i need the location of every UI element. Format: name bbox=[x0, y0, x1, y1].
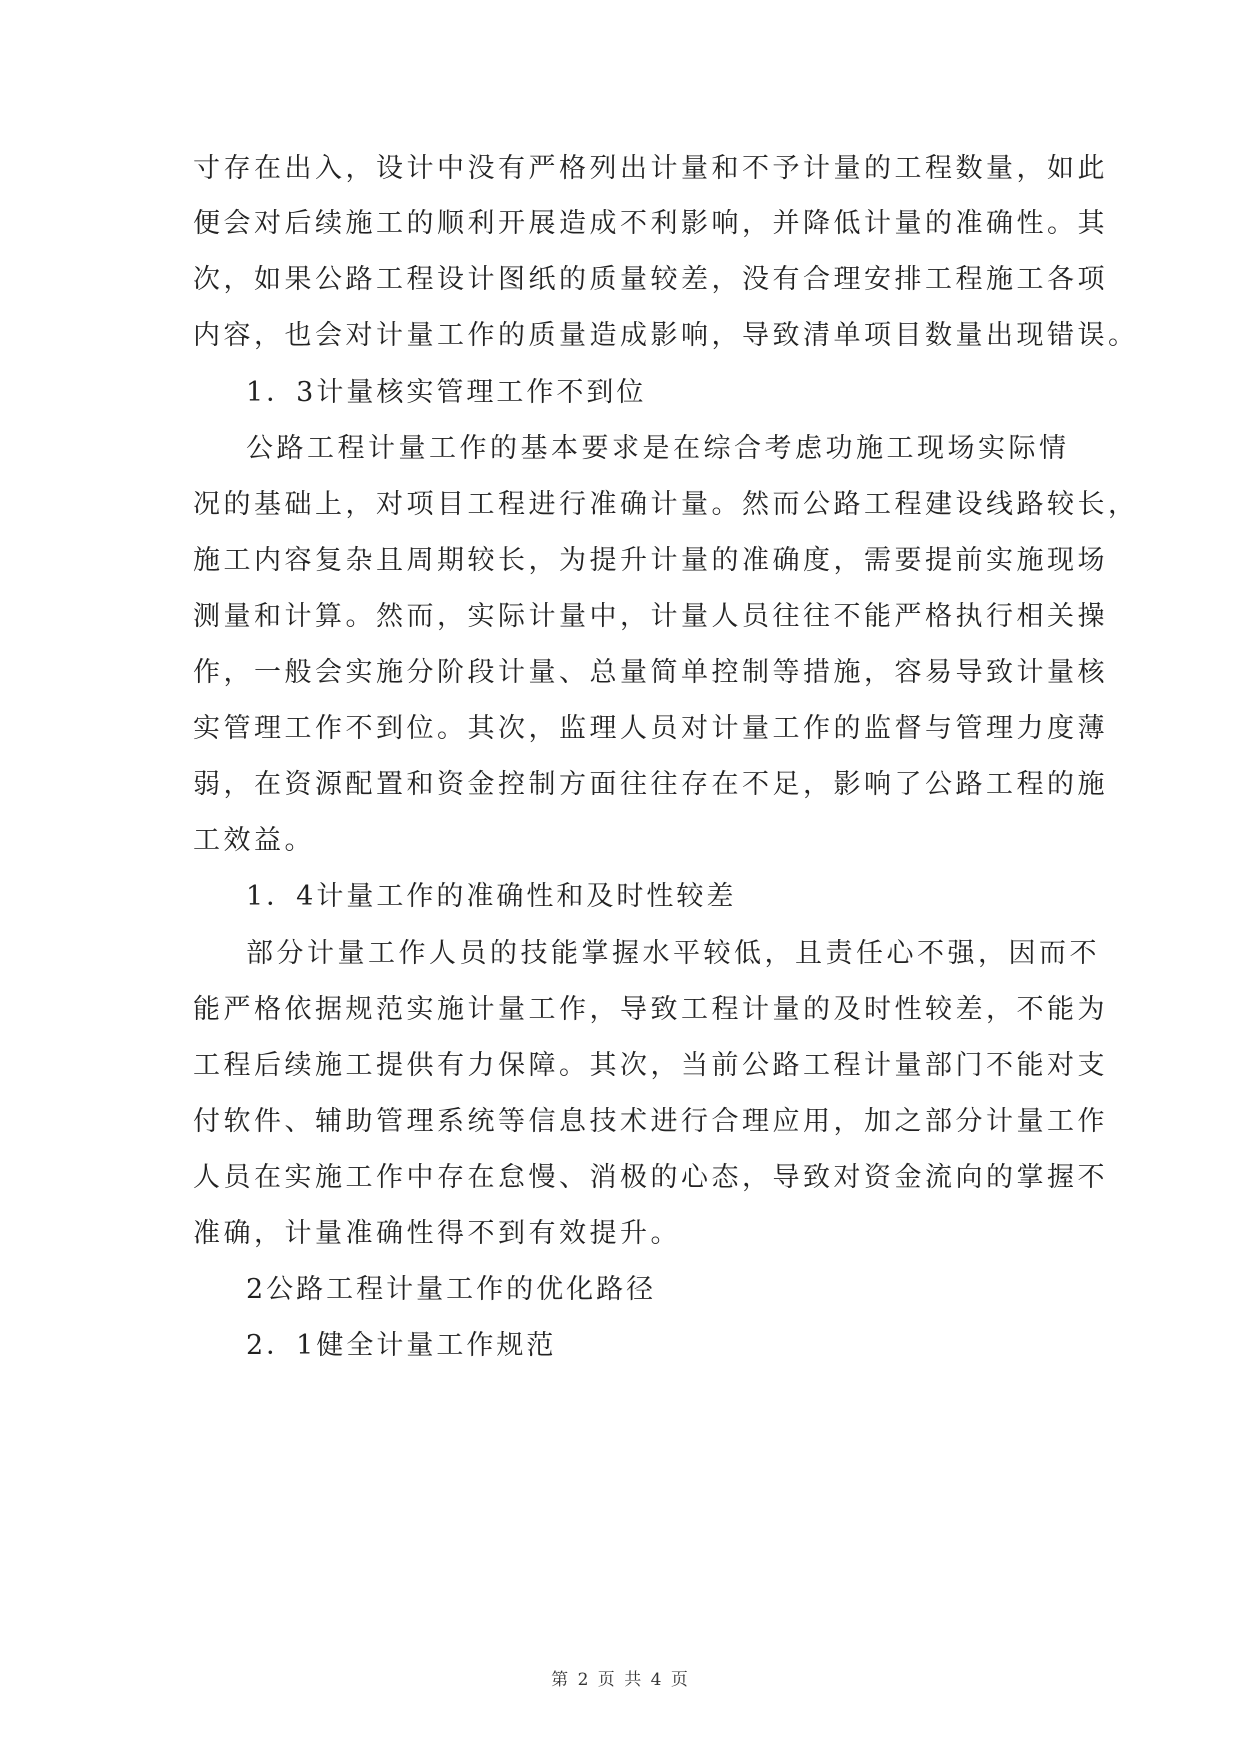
paragraph-line: 测量和计算。然而，实际计量中，计量人员往往不能严格执行相关操 bbox=[193, 601, 1108, 632]
paragraph-line: 人员在实施工作中存在怠慢、消极的心态，导致对资金流向的掌握不 bbox=[193, 1162, 1108, 1193]
paragraph-line: 次，如果公路工程设计图纸的质量较差，没有合理安排工程施工各项 bbox=[193, 264, 1108, 295]
paragraph-line: 工效益。 bbox=[193, 825, 315, 856]
paragraph-line: 寸存在出入，设计中没有严格列出计量和不予计量的工程数量，如此 bbox=[193, 153, 1108, 184]
paragraph-line: 部分计量工作人员的技能掌握水平较低，且责任心不强，因而不 bbox=[246, 938, 1100, 969]
page-footer: 第 2 页 共 4 页 bbox=[551, 1670, 690, 1690]
paragraph-line: 作，一般会实施分阶段计量、总量简单控制等措施，容易导致计量核 bbox=[193, 657, 1108, 688]
paragraph-line: 况的基础上，对项目工程进行准确计量。然而公路工程建设线路较长， bbox=[193, 489, 1139, 520]
paragraph-line: 付软件、辅助管理系统等信息技术进行合理应用，加之部分计量工作 bbox=[193, 1106, 1108, 1137]
paragraph-line: 施工内容复杂且周期较长，为提升计量的准确度，需要提前实施现场 bbox=[193, 545, 1108, 576]
paragraph-line: 能严格依据规范实施计量工作，导致工程计量的及时性较差，不能为 bbox=[193, 994, 1108, 1025]
paragraph-line: 工程后续施工提供有力保障。其次，当前公路工程计量部门不能对支 bbox=[193, 1050, 1108, 1081]
section-heading-2: 2公路工程计量工作的优化路径 bbox=[246, 1274, 657, 1305]
paragraph-line: 公路工程计量工作的基本要求是在综合考虑功施工现场实际情 bbox=[246, 433, 1070, 464]
section-heading-1-3: 1．3计量核实管理工作不到位 bbox=[246, 377, 647, 408]
paragraph-line: 准确，计量准确性得不到有效提升。 bbox=[193, 1218, 681, 1249]
paragraph-line: 实管理工作不到位。其次，监理人员对计量工作的监督与管理力度薄 bbox=[193, 713, 1108, 744]
paragraph-line: 弱，在资源配置和资金控制方面往往存在不足，影响了公路工程的施 bbox=[193, 769, 1108, 800]
section-heading-1-4: 1．4计量工作的准确性和及时性较差 bbox=[246, 881, 737, 912]
paragraph-line: 便会对后续施工的顺利开展造成不利影响，并降低计量的准确性。其 bbox=[193, 208, 1108, 239]
paragraph-line: 内容，也会对计量工作的质量造成影响，导致清单项目数量出现错误。 bbox=[193, 320, 1139, 351]
section-heading-2-1: 2．1健全计量工作规范 bbox=[246, 1330, 557, 1361]
